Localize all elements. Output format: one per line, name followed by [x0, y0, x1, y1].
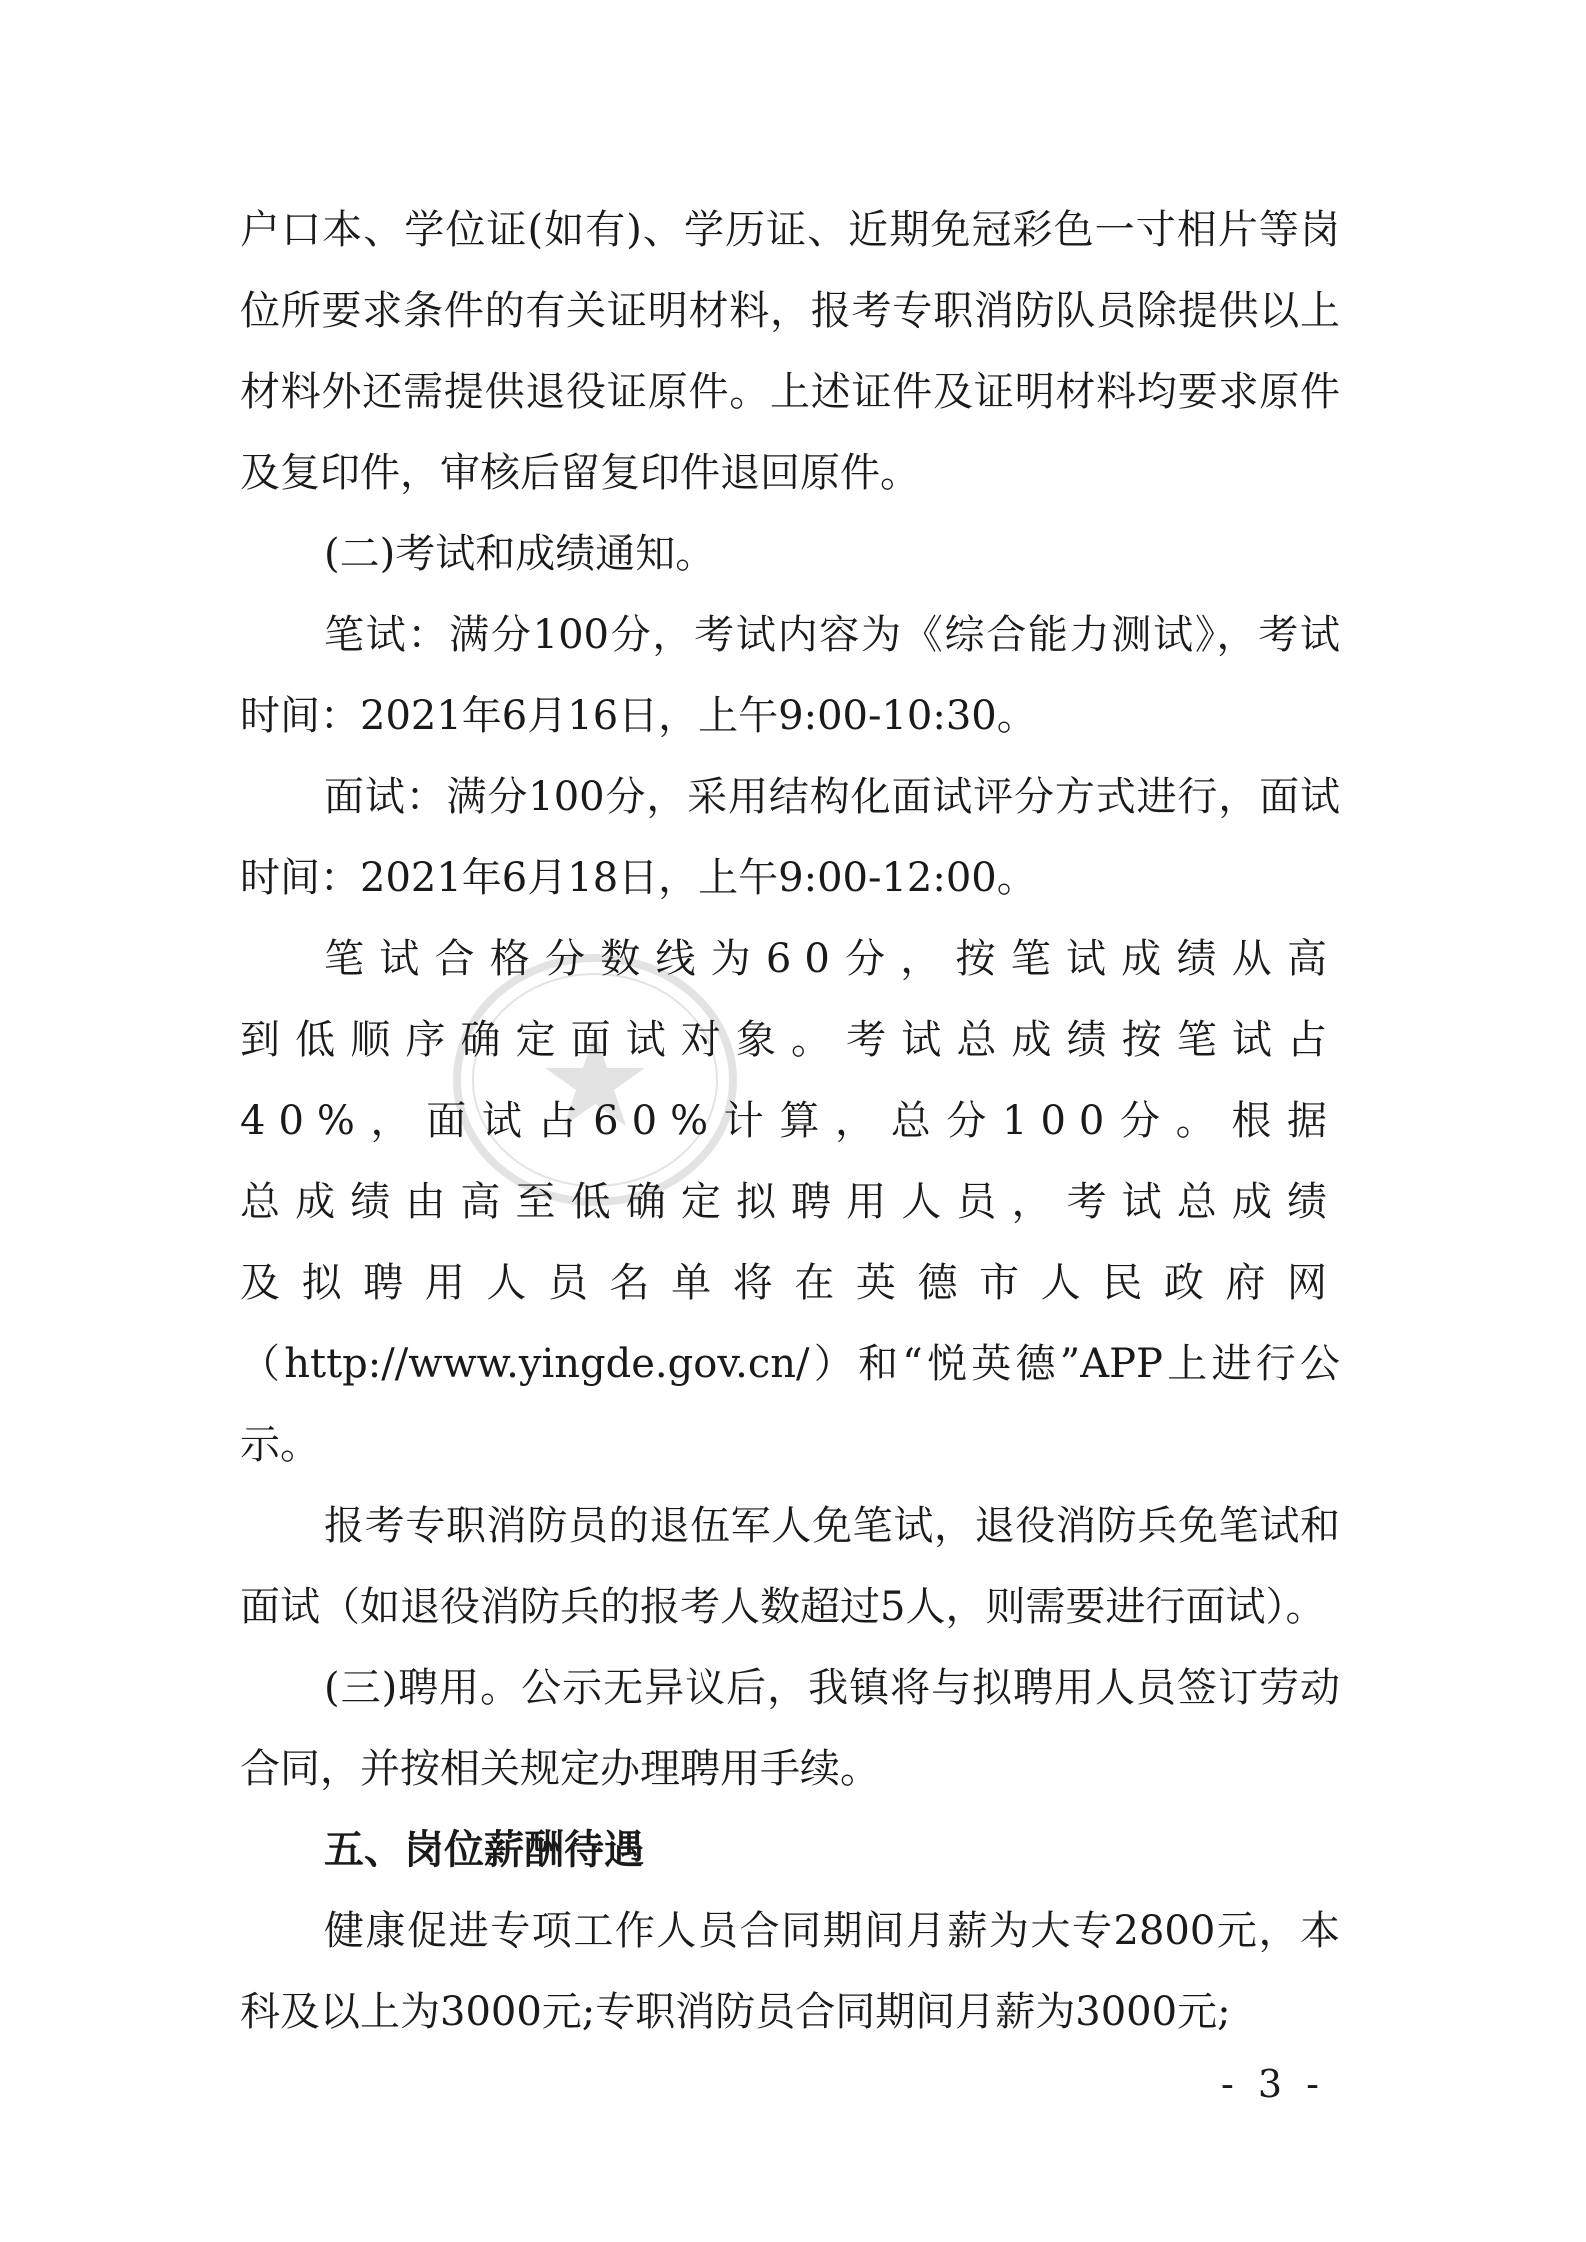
paragraph-materials: 户口本、学位证(如有)、学历证、近期免冠彩色一寸相片等岗位所要求条件的有关证明材料，报考专职消防队员除提供以上材料外还需提供退役证原件。上述证件及证明材料均要求原件及复印件，审核后留复印件退回原件。 — [240, 207, 1340, 496]
section-exam-and-score-notice: (二)考试和成绩通知。 — [324, 531, 716, 577]
paragraph-firefighter-exemption: 报考专职消防员的退伍军人免笔试，退役消防兵免笔试和面试（如退役消防兵的报考人数超过5人，则需要进行面试）。 — [240, 1503, 1340, 1630]
document-body — [240, 190, 1340, 2053]
paragraph-written-exam: 笔试：满分100分，考试内容为《综合能力测试》，考试时间：2021年6月16日，上午9:00-10:30。 — [240, 612, 1340, 739]
paragraph-publicity: （http://www.yingde.gov.cn/）和“悦英德”APP上进行公示。 — [240, 1341, 1340, 1468]
heading-salary: 五、岗位薪酬待遇 — [324, 1827, 644, 1873]
paragraph-salary: 健康促进专项工作人员合同期间月薪为大专2800元，本科及以上为3000元;专职消防员合同期间月薪为3000元; — [240, 1908, 1340, 2035]
paragraph-interview: 面试：满分100分，采用结构化面试评分方式进行，面试时间：2021年6月18日，上午9:00-12:00。 — [240, 774, 1340, 901]
paragraph-scoring: 笔试合格分数线为60分，按笔试成绩从高到低顺序确定面试对象。考试总成绩按笔试占40%，面试占60%计算，总分100分。根据总成绩由高至低确定拟聘用人员，考试总成绩及拟聘用人员名单将在英德市人民政府网 — [240, 936, 1340, 1306]
section-employment: (三)聘用。公示无异议后，我镇将与拟聘用人员签订劳动合同，并按相关规定办理聘用手续。 — [240, 1665, 1340, 1792]
page-number: - 3 - — [1220, 2062, 1325, 2106]
